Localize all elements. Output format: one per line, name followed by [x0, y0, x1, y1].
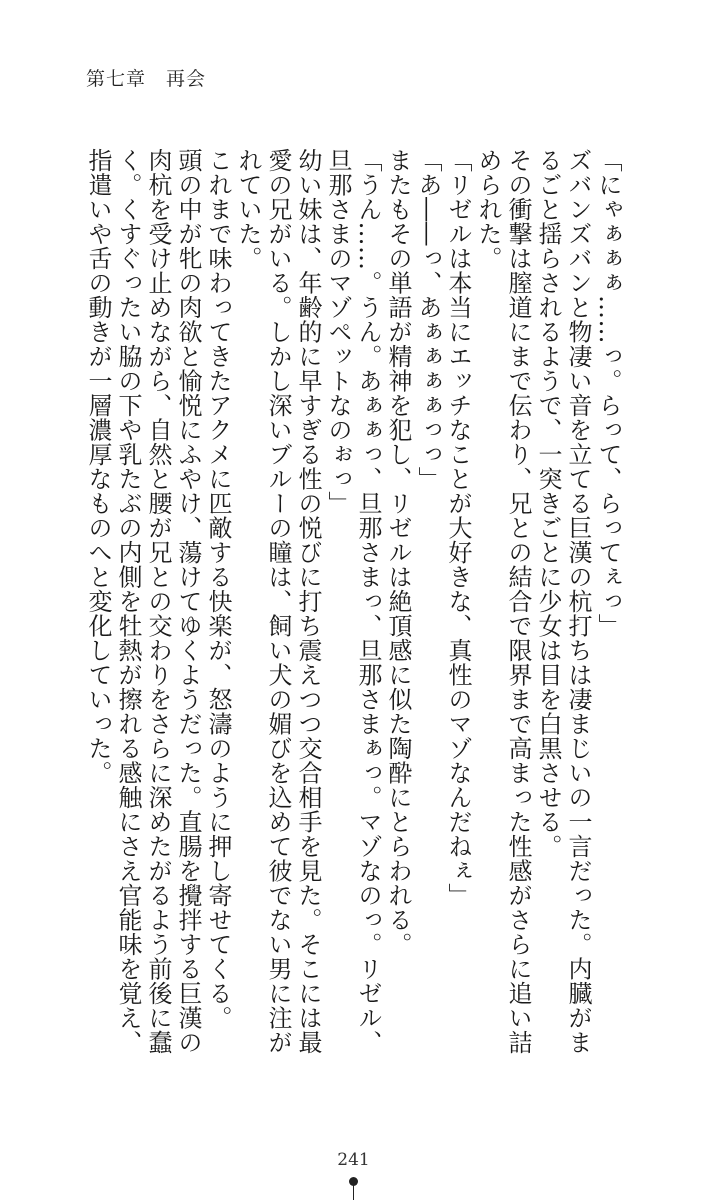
- paragraph-4: 「リゼルは本当にエッチなことが大好きな、真性のマゾなんだねぇ」: [444, 148, 472, 908]
- vertical-text-body: [83, 148, 623, 1068]
- paragraph-5: 「あ――っ、あぁぁぁぁっっ」: [414, 148, 442, 491]
- paragraph-2: ズバンズバンと物凄い音を立てる巨漢の杭打ちは凄まじいの一言だった。内臓がまるごと揺らされるようで、一突きごとに少女は目を白黒させる。: [534, 148, 592, 1055]
- paragraph-1: 「にゃぁぁぁ……っ。らって、らってぇっ」: [594, 148, 622, 638]
- page-marker-stem: [353, 1185, 354, 1200]
- page-marker-pin-icon: [349, 1177, 358, 1200]
- paragraph-10: 頭の中が牝の肉欲と愉悦にふやけ、蕩けてゆくようだった。直腸を攪拌する巨漢の肉杭を受け止めながら、自然と腰が兄との交わりをさらに深めたがるよう前後に蠢く。くすぐったい脇の下や乳たぶの内側を牡熱が擦れる感触にさえ官能味を覚え、指遣いや舌の動きが一層濃厚なものへと変化していった。: [84, 148, 202, 1055]
- page-number: 241: [337, 1150, 370, 1170]
- paragraph-7: 「うん……。うん。あぁぁっ、旦那さまっ、旦那さまぁっ。マゾなのっ。リゼル、旦那さまのマゾペットなのぉっ」: [324, 148, 382, 1055]
- paragraph-6: またもその単語が精神を犯し、リゼルは絶頂感に似た陶酔にとらわれる。: [384, 148, 412, 957]
- paragraph-8: 幼い妹は、年齢的に早すぎる性の悦びに打ち震えつつ交合相手を見た。そこには最愛の兄がいる。しかし深いブルーの瞳は、飼い犬の媚びを込めて彼でない男に注がれていた。: [234, 148, 322, 1055]
- paragraph-3: その衝撃は膣道にまで伝わり、兄との結合で限界まで高まった性感がさらに追い詰められた。: [474, 148, 532, 1055]
- paragraph-9: これまで味わってきたアクメに匹敵する快楽が、怒濤のように押し寄せてくる。: [204, 148, 232, 1030]
- chapter-header: 第七章 再会: [86, 68, 207, 90]
